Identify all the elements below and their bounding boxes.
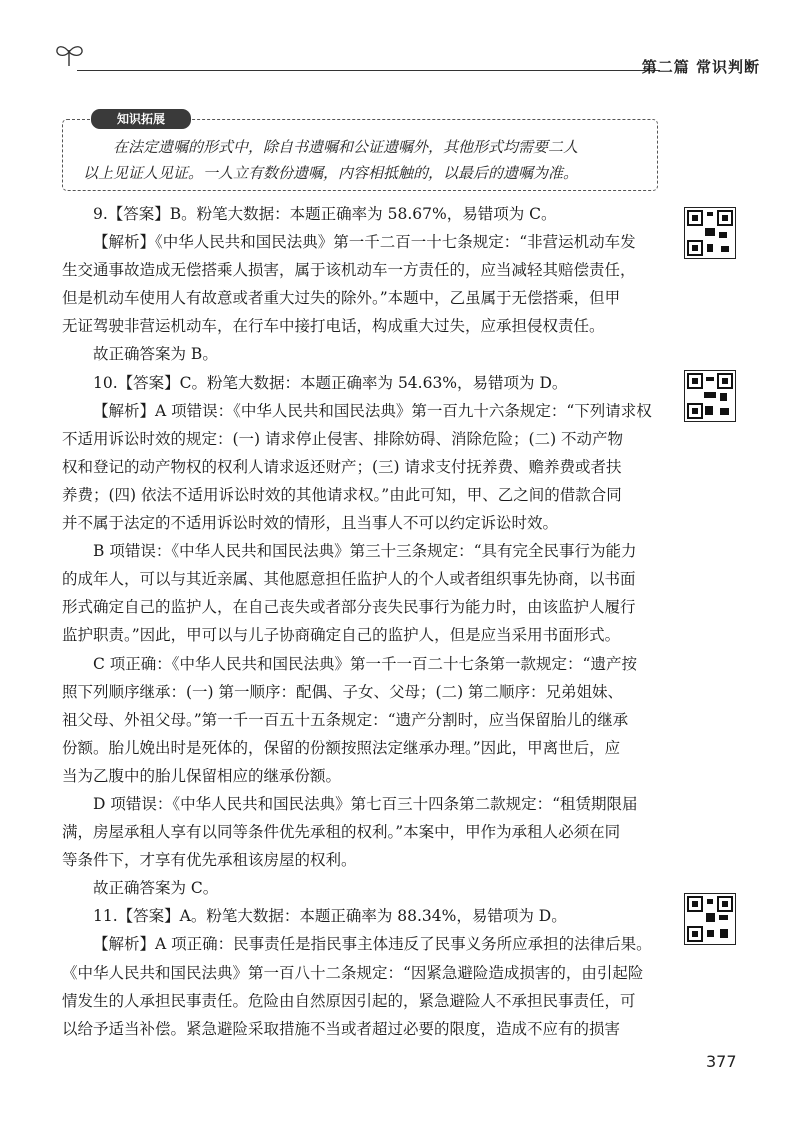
explanation-line: 以给予适当补偿。紧急避险采取措施不当或者超过必要的限度，造成不应有的损害: [62, 1019, 621, 1038]
tip-badge: 知识拓展: [91, 109, 191, 129]
explanation-line: C 项正确：《中华人民共和国民法典》第一千一百二十七条第一款规定：“遗产按: [93, 654, 637, 673]
explanation-line: 【解析】A 项错误：《中华人民共和国民法典》第一百九十六条规定：“下列请求权: [93, 401, 652, 420]
explanation-line: 满，房屋承租人享有以同等条件优先承租的权利。”本案中，甲作为承租人必须在同: [62, 823, 621, 842]
answer-explanations: [62, 200, 660, 1043]
explanation-line: 当为乙腹中的胎儿保留相应的继承份额。: [62, 766, 342, 785]
answer-line: 9.【答案】B。粉笔大数据：本题正确率为 58.67%，易错项为 C。: [93, 205, 557, 223]
tip-text: [83, 134, 643, 186]
answer-line: 11.【答案】A。粉笔大数据：本题正确率为 88.34%，易错项为 D。: [93, 907, 567, 926]
explanation-line: 份额。胎儿娩出时是死体的，保留的份额按照法定继承办理。”因此，甲离世后，应: [62, 738, 621, 757]
explanation-line: 【解析】《中华人民共和国民法典》第一千二百一十七条规定：“非营运机动车发: [93, 233, 636, 252]
explanation-line: 不适用诉讼时效的规定：(一) 请求停止侵害、排除妨碍、消除危险；(二) 不动产物: [62, 429, 624, 448]
explanation-line: 【解析】A 项正确：民事责任是指民事主体违反了民事义务所应承担的法律后果。: [93, 935, 652, 954]
explanation-line: 照下列顺序继承：(一) 第一顺序：配偶、子女、父母；(二) 第二顺序：兄弟姐妹、: [62, 682, 624, 701]
answer-line: 10.【答案】C。粉笔大数据：本题正确率为 54.63%，易错项为 D。: [93, 373, 568, 392]
explanation-line: 生交通事故造成无偿搭乘人损害，属于该机动车一方责任的，应当减轻其赔偿责任，: [62, 261, 636, 280]
knowledge-tip-box: [62, 112, 658, 191]
explanation-line: 监护职责。”因此，甲可以与儿子协商确定自己的监护人，但是应当采用书面形式。: [62, 626, 621, 645]
tip-line: 在法定遗嘱的形式中，除自书遗嘱和公证遗嘱外，其他形式均需要二人: [113, 138, 579, 156]
explanation-line: 权和登记的动产物权的权利人请求返还财产；(三) 请求支付抚养费、赡养费或者扶: [62, 457, 622, 476]
explanation-line: 无证驾驶非营运机动车，在行车中接打电话，构成重大过失，应承担侵权责任。: [62, 317, 605, 336]
conclusion-line: 故正确答案为 B。: [93, 345, 218, 364]
leaf-icon: [55, 42, 85, 68]
page-number: 377: [706, 1052, 737, 1071]
explanation-line: 情发生的人承担民事责任。危险由自然原因引起的，紧急避险人不承担民事责任，可: [62, 991, 636, 1010]
qr-code-icon: [684, 370, 736, 422]
page-header: [55, 40, 760, 80]
qr-code-icon: [684, 207, 736, 259]
explanation-line: D 项错误：《中华人民共和国民法典》第七百三十四条第二款规定：“租赁期限届: [93, 794, 638, 813]
explanation-line: 《中华人民共和国民法典》第一百八十二条规定：“因紧急避险造成损害的，由引起险: [62, 963, 644, 982]
explanation-line: 的成年人，可以与其近亲属、其他愿意担任监护人的个人或者组织事先协商，以书面: [62, 570, 636, 589]
tip-line: 以上见证人见证。一人立有数份遗嘱，内容相抵触的，以最后的遗嘱为准。: [83, 164, 579, 182]
explanation-line: B 项错误：《中华人民共和国民法典》第三十三条规定：“具有完全民事行为能力: [93, 542, 637, 561]
qr-code-icon: [684, 893, 736, 945]
section-title: 第二篇 常识判断: [641, 58, 760, 76]
explanation-line: 形式确定自己的监护人，在自己丧失或者部分丧失民事行为能力时，由该监护人履行: [62, 598, 636, 617]
explanation-line: 祖父母、外祖父母。”第一千一百五十五条规定：“遗产分割时，应当保留胎儿的继承: [62, 710, 629, 729]
explanation-line: 养费；(四) 依法不适用诉讼时效的其他请求权。”由此可知，甲、乙之间的借款合同: [62, 485, 622, 504]
explanation-line: 但是机动车使用人有故意或者重大过失的除外。”本题中，乙虽属于无偿搭乘，但甲: [62, 289, 621, 308]
header-rule: [77, 70, 660, 71]
explanation-line: 等条件下，才享有优先承租该房屋的权利。: [62, 851, 357, 870]
conclusion-line: 故正确答案为 C。: [93, 879, 219, 898]
explanation-line: 并不属于法定的不适用诉讼时效的情形，且当事人不可以约定诉讼时效。: [62, 514, 559, 533]
